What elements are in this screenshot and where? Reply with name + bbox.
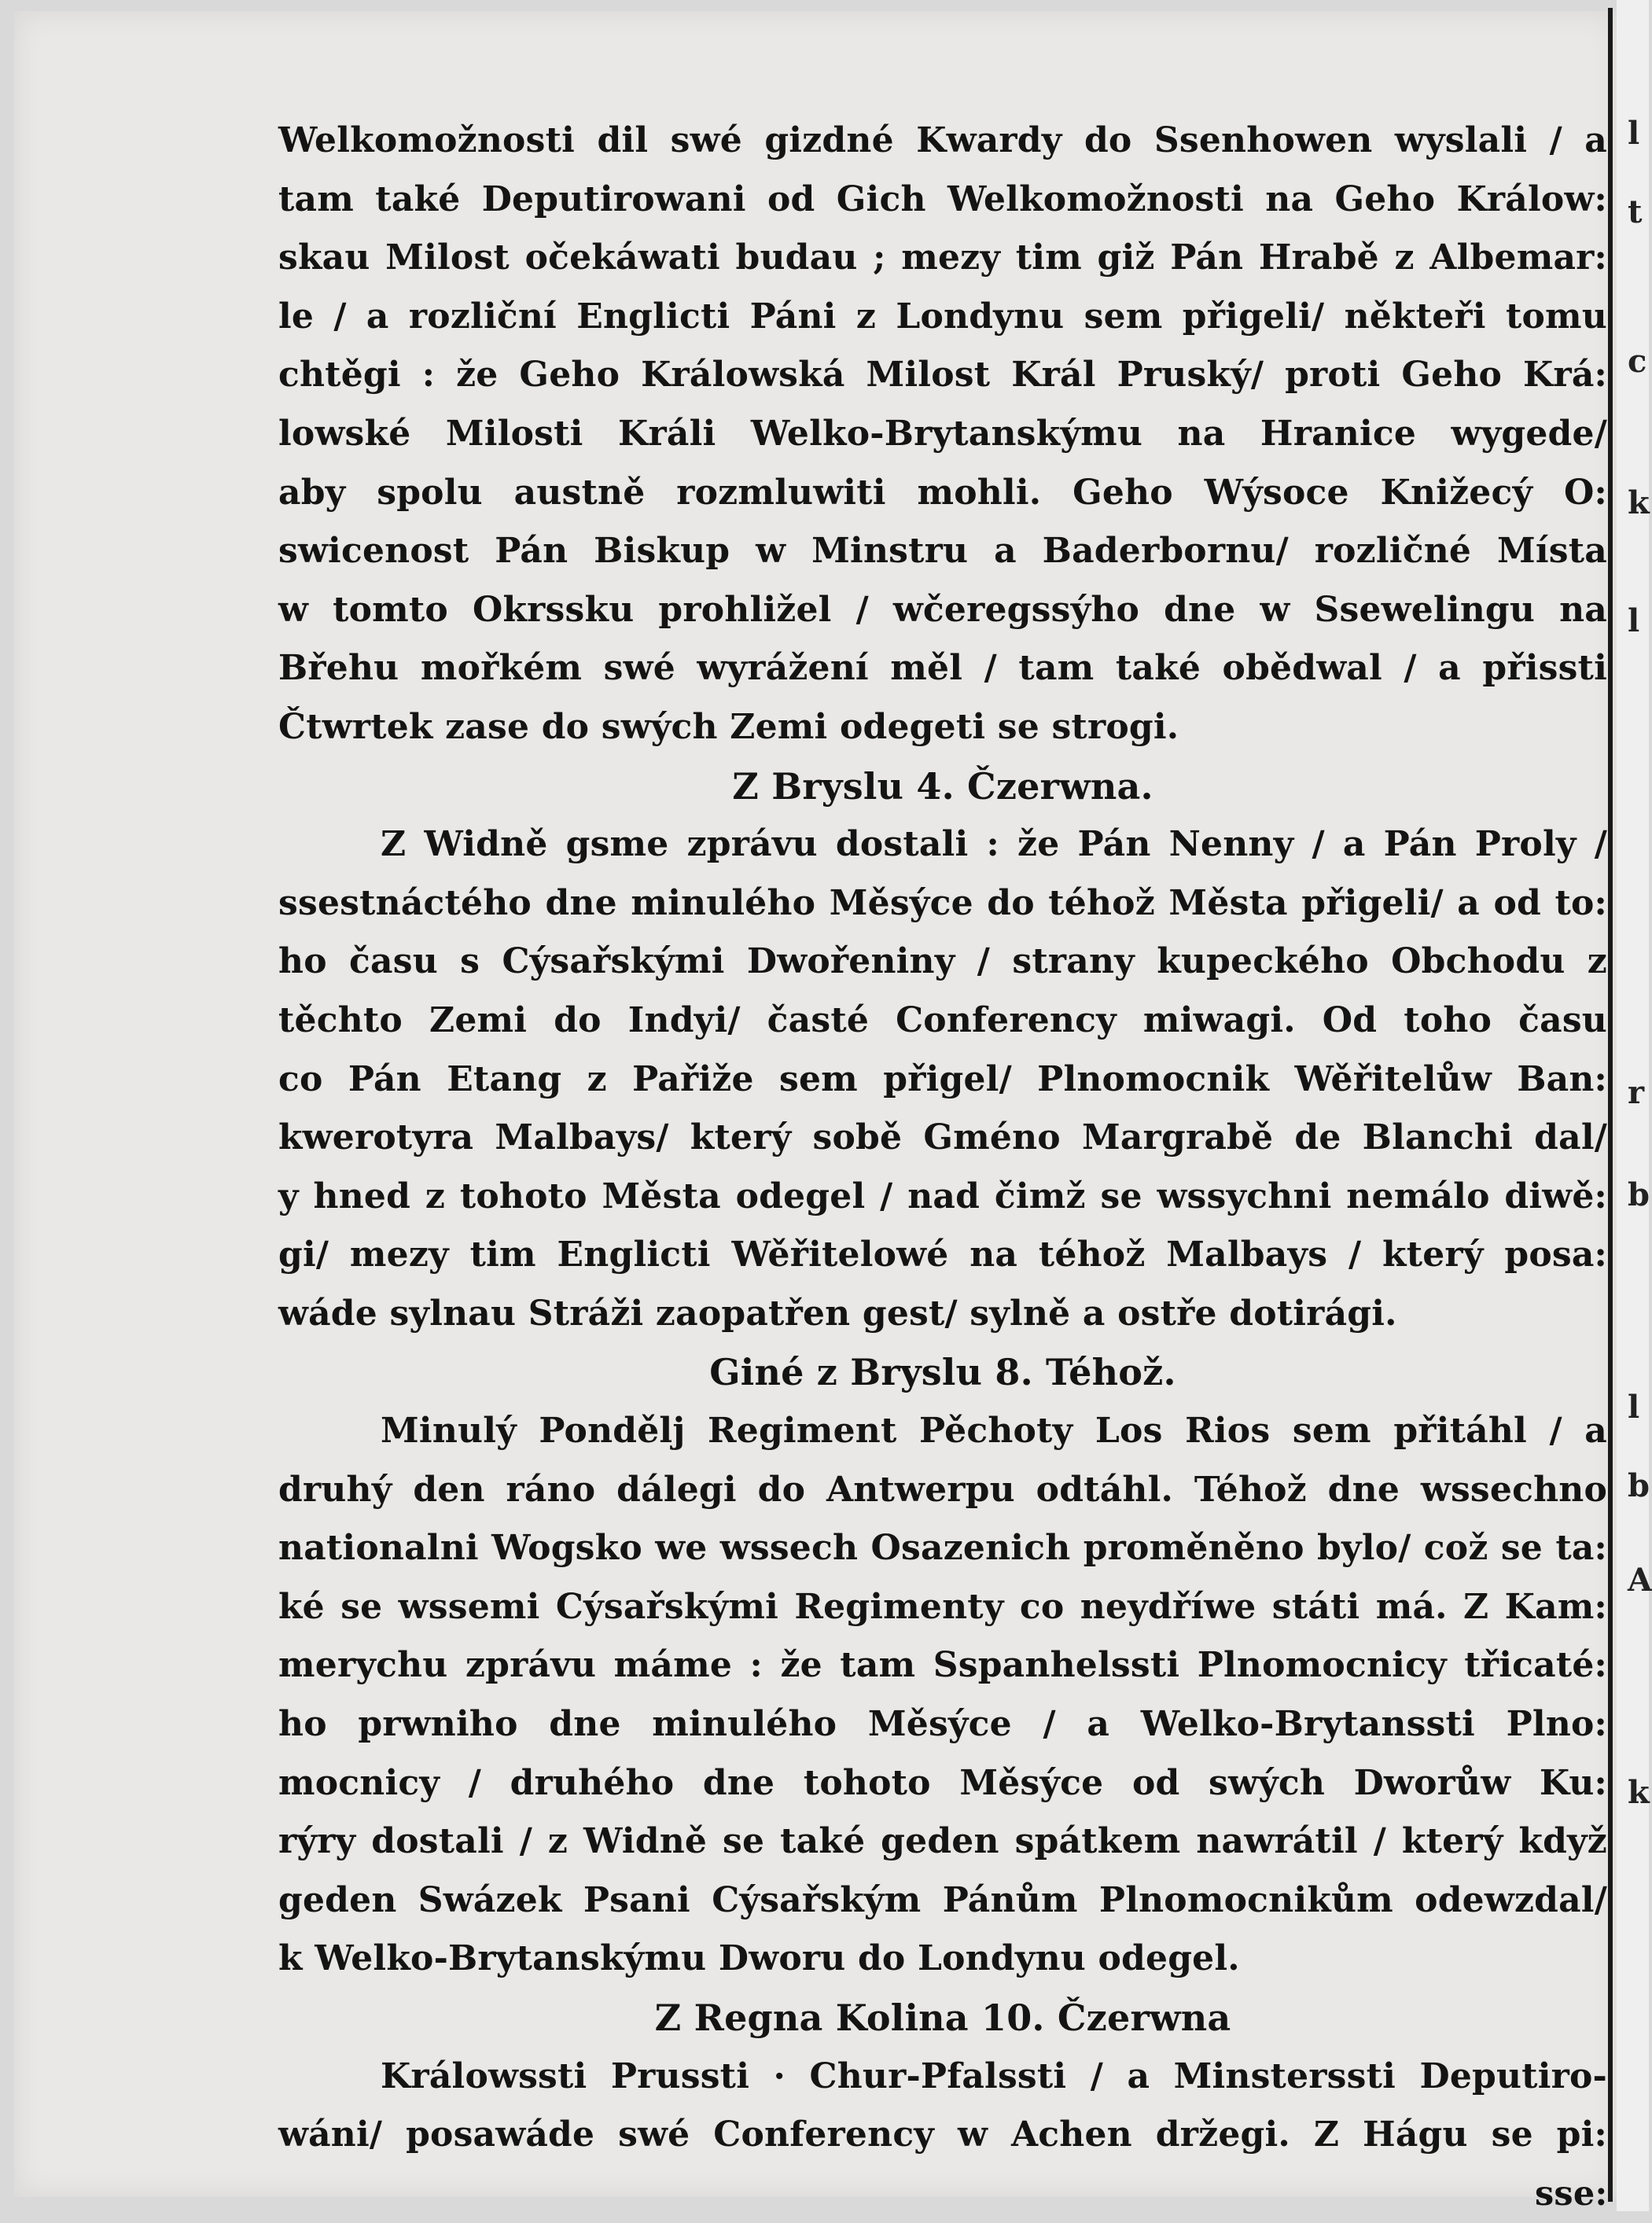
text-line: Břehu mořkém swé wyrážení měl / tam také obědwal / a přissti — [278, 648, 1607, 689]
text-line: le / a rozliční Englicti Páni z Londynu sem přigeli/ někteři tomu — [278, 296, 1607, 337]
text-line: ho prwniho dne minulého Měsýce / a Welko-Brytanssti Plno: — [278, 1704, 1607, 1745]
text-line: w tomto Okrssku prohližel / wčeregssýho dne w Ssewelingu na — [278, 589, 1607, 630]
facing-page-glyph: r — [1628, 1074, 1645, 1111]
facing-page-glyph: t — [1628, 193, 1643, 230]
text-line: druhý den ráno dálegi do Antwerpu odtáhl. Téhož dne wssechno — [278, 1469, 1607, 1510]
facing-page-glyph: l — [1628, 115, 1640, 152]
text-line: ho času s Cýsařskými Dwořeniny / strany kupeckého Obchodu z — [278, 941, 1607, 982]
facing-page-glyph: c — [1628, 343, 1647, 380]
section-heading: Z Bryslu 4. Čzerwna. — [732, 764, 1153, 808]
text-line: těchto Zemi do Indyi/ časté Conferency miwagi. Od toho času — [278, 999, 1607, 1040]
section-heading: Giné z Bryslu 8. Téhož. — [709, 1351, 1176, 1394]
text-line: lowské Milosti Králi Welko-Brytanskýmu na Hranice wygede/ — [278, 413, 1607, 454]
text-line: y hned z tohoto Města odegel / nad čimž se wssychni nemálo diwě: — [278, 1176, 1607, 1216]
book-page — [14, 11, 1618, 2214]
text-line: nationalni Wogsko we wssech Osazenich proměněno bylo/ což se ta: — [278, 1528, 1607, 1569]
text-line: Králowssti Prussti · Chur-Pfalssti / a Minsterssti Deputiro- — [381, 2056, 1607, 2096]
facing-page-glyph: k — [1628, 1774, 1650, 1811]
text-line: Z Widně gsme zprávu dostali : že Pán Nenny / a Pán Proly / — [381, 824, 1607, 865]
text-line: sse: — [1535, 2173, 1608, 2214]
text-line: geden Swázek Psani Cýsařským Pánům Plnomocnikům odewzdal/ — [278, 1879, 1607, 1920]
text-line: tam také Deputirowani od Gich Welkomožnosti na Geho Králow: — [278, 179, 1607, 219]
facing-page-glyph: k — [1628, 484, 1650, 521]
text-line: chtěgi : že Geho Králowská Milost Král Pruský/ proti Geho Krá: — [278, 355, 1607, 396]
page-text — [278, 112, 1607, 2223]
facing-page-edge — [1617, 0, 1652, 2211]
text-line: kwerotyra Malbays/ který sobě Gméno Margrabě de Blanchi dal/ — [278, 1117, 1607, 1158]
facing-page-glyph: b — [1628, 1467, 1650, 1504]
text-line: k Welko-Brytanskýmu Dworu do Londynu odegel. — [278, 1938, 1240, 1979]
facing-page-glyph: l — [1628, 602, 1640, 639]
text-line: wáni/ posawáde swé Conferency w Achen držegi. Z Hágu se pi: — [278, 2114, 1607, 2155]
facing-page-glyph: l — [1628, 1389, 1640, 1426]
text-line: ssestnáctého dne minulého Měsýce do téhož Města přigeli/ a od to: — [278, 882, 1607, 923]
text-line: aby spolu austně rozmluwiti mohli. Geho Wýsoce Knižecý O: — [278, 472, 1607, 513]
text-line: mocnicy / druhého dne tohoto Měsýce od swých Dworůw Ku: — [278, 1762, 1607, 1803]
text-line: Minulý Pondělj Regiment Pěchoty Los Rios sem přitáhl / a — [381, 1411, 1607, 1452]
text-line: swicenost Pán Biskup w Minstru a Baderbornu/ rozličné Místa — [278, 531, 1607, 572]
text-line: Čtwrtek zase do swých Zemi odegeti se strogi. — [278, 706, 1179, 747]
binding-gutter-line — [1608, 8, 1613, 2202]
text-line: co Pán Etang z Pařiže sem přigel/ Plnomocnik Wěřitelůw Ban: — [278, 1058, 1607, 1099]
text-line: Welkomožnosti dil swé gizdné Kwardy do Ssenhowen wyslali / a — [278, 120, 1607, 160]
text-line: gi/ mezy tim Englicti Wěřitelowé na téhož Malbays / který posa: — [278, 1235, 1607, 1275]
section-heading: Z Regna Kolina 10. Čzerwna — [654, 1997, 1231, 2039]
text-line: ké se wssemi Cýsařskými Regimenty co neydříwe státi má. Z Kam: — [278, 1586, 1607, 1627]
text-line: skau Milost očekáwati budau ; mezy tim giž Pán Hrabě z Albemar: — [278, 237, 1607, 278]
text-line: rýry dostali / z Widně se také geden spátkem nawrátil / který když — [278, 1821, 1607, 1862]
text-line: merychu zprávu máme : že tam Sspanhelssti Plnomocnicy třicaté: — [278, 1645, 1607, 1686]
facing-page-glyph: A — [1628, 1562, 1652, 1599]
text-line: wáde sylnau Stráži zaopatřen gest/ sylně a ostře dotirági. — [278, 1293, 1397, 1334]
facing-page-glyph: b — [1628, 1176, 1650, 1213]
